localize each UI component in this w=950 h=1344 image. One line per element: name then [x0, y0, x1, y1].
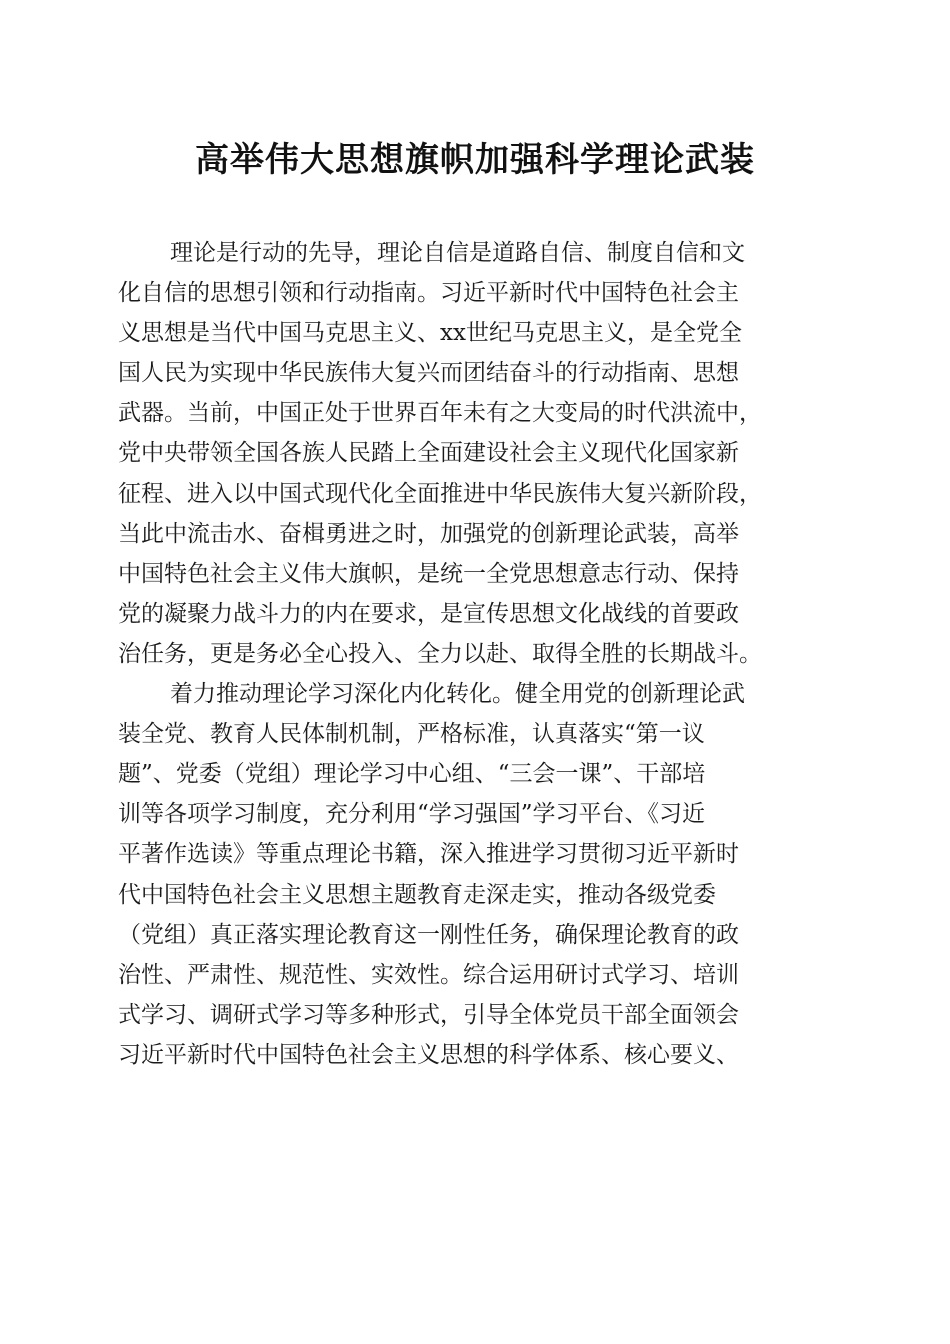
- text-line: 治性、严肃性、规范性、实效性。综合运用研讨式学习、培训: [118, 961, 739, 988]
- text-line: 理论是行动的先导，理论自信是道路自信、制度自信和文: [170, 240, 745, 266]
- document-title: 高举伟大思想旗帜加强科学理论武装: [195, 140, 755, 180]
- paragraph-intro: [118, 233, 834, 674]
- text-line: 式学习、调研式学习等多种形式，引导全体党员干部全面领会: [118, 1001, 739, 1028]
- text-line: 训等各项学习制度，充分利用“学习强国”学习平台、《习近: [118, 801, 706, 828]
- text-line: 党中央带领全国各族人民踏上全面建设社会主义现代化国家新: [118, 440, 739, 467]
- text-line: 习近平新时代中国特色社会主义思想的科学体系、核心要义、: [118, 1041, 739, 1068]
- text-line: 题”、党委（党组）理论学习中心组、“三会一课”、干部培: [118, 761, 706, 788]
- text-line: 武器。当前，中国正处于世界百年未有之大变局的时代洪流中，: [118, 400, 762, 427]
- text-line: 治任务，更是务必全心投入、全力以赴、取得全胜的长期战斗。: [118, 640, 762, 667]
- text-line: 着力推动理论学习深化内化转化。健全用党的创新理论武: [170, 681, 745, 708]
- text-line: 党的凝聚力战斗力的内在要求，是宣传思想文化战线的首要政: [118, 600, 739, 627]
- text-line: 义思想是当代中国马克思主义、xx世纪马克思主义，是全党全: [118, 320, 742, 347]
- text-line: （党组）真正落实理论教育这一刚性任务，确保理论教育的政: [118, 921, 739, 948]
- text-line: 代中国特色社会主义思想主题教育走深走实，推动各级党委: [118, 881, 716, 908]
- text-line: 征程、进入以中国式现代化全面推进中华民族伟大复兴新阶段，: [118, 480, 762, 507]
- text-line: 化自信的思想引领和行动指南。习近平新时代中国特色社会主: [118, 280, 739, 307]
- text-line: 当此中流击水、奋楫勇进之时，加强党的创新理论武装，高举: [118, 520, 739, 547]
- text-line: 中国特色社会主义伟大旗帜，是统一全党思想意志行动、保持: [118, 560, 739, 587]
- text-line: 装全党、教育人民体制机制，严格标准，认真落实“第一议: [118, 721, 705, 748]
- document-body: [118, 233, 834, 1075]
- text-line: 平著作选读》等重点理论书籍，深入推进学习贯彻习近平新时: [118, 841, 739, 868]
- text-line: 国人民为实现中华民族伟大复兴而团结奋斗的行动指南、思想: [118, 360, 739, 387]
- paragraph-theory-study: [118, 674, 834, 1075]
